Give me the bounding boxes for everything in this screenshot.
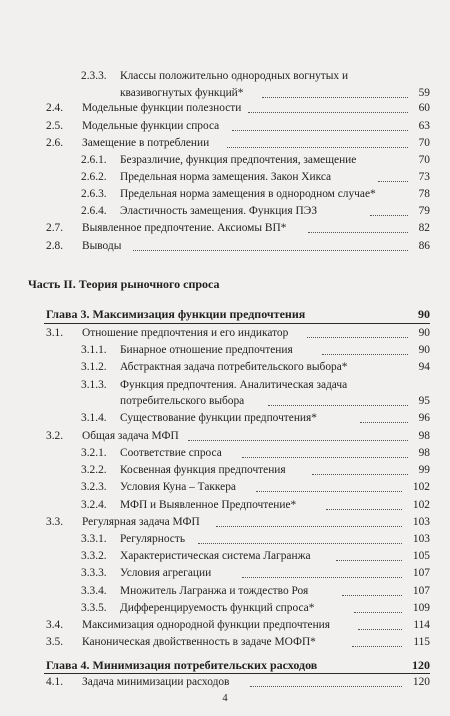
dot-leader: [308, 232, 408, 233]
toc-entry-3-2-3[interactable]: [0, 478, 450, 496]
dot-leader: [326, 509, 402, 510]
entry-number: 3.1.1.: [81, 344, 107, 356]
entry-title: Условия Куна – Таккера: [120, 481, 236, 493]
toc-entry-3-3[interactable]: [0, 513, 450, 531]
entry-number: 3.2.: [46, 430, 64, 442]
chapter-4-heading[interactable]: [0, 656, 450, 674]
dot-leader: [342, 595, 402, 596]
entry-number: 3.2.3.: [81, 481, 107, 493]
page-number: 4: [222, 693, 228, 704]
dot-leader: [358, 629, 402, 630]
dot-leader: [133, 250, 408, 251]
toc-entry-2-8[interactable]: [0, 237, 450, 255]
entry-title: Функция предпочтения. Аналитическая задача: [120, 379, 348, 391]
entry-page: 70: [418, 154, 430, 166]
toc-entry-2-6-3[interactable]: [0, 185, 450, 203]
toc-entry-3-1[interactable]: [0, 324, 450, 342]
dot-leader: [256, 491, 402, 492]
dot-leader: [242, 457, 408, 458]
entry-page: 79: [418, 205, 430, 217]
toc-entry-3-2-1[interactable]: [0, 444, 450, 462]
entry-page: 96: [418, 412, 430, 424]
chapter-title: Глава 3. Максимизация функции предпочтения: [46, 307, 306, 321]
entry-page: 107: [412, 585, 430, 597]
toc-entry-3-5[interactable]: [0, 633, 450, 651]
entry-number: 2.8.: [46, 240, 64, 252]
entry-title: Предельная норма замещения в однородном случае*: [120, 188, 376, 200]
entry-number: 2.7.: [46, 222, 64, 234]
entry-page: 120: [412, 676, 430, 688]
dot-leader: [216, 526, 402, 527]
dot-leader: [360, 422, 408, 423]
entry-page: 82: [418, 222, 430, 234]
entry-number: 3.3.4.: [81, 585, 107, 597]
dot-leader: [227, 147, 408, 148]
entry-title: Регулярность: [120, 533, 186, 545]
entry-number: 3.5.: [46, 636, 64, 648]
entry-number: 3.1.2.: [81, 361, 107, 373]
entry-title: Множитель Лагранжа и тождество Роя: [120, 585, 309, 597]
entry-page: 98: [418, 430, 430, 442]
toc-entry-2-6-2[interactable]: [0, 168, 450, 186]
toc-entry-2-5[interactable]: [0, 117, 450, 135]
dot-leader: [322, 354, 408, 355]
entry-number: 3.2.2.: [81, 464, 107, 476]
dot-leader: [242, 577, 402, 578]
entry-number: 2.5.: [46, 120, 64, 132]
entry-title: Выводы: [82, 240, 122, 252]
entry-title: Регулярная задача МФП: [82, 516, 200, 528]
entry-page: 78: [418, 188, 430, 200]
entry-number: 2.6.: [46, 137, 64, 149]
dot-leader: [250, 686, 402, 687]
dot-leader: [312, 474, 408, 475]
dot-leader: [354, 612, 402, 613]
toc-entry-3-3-2[interactable]: [0, 547, 450, 565]
entry-number: 3.3.: [46, 516, 64, 528]
entry-title: Характеристическая система Лагранжа: [120, 550, 311, 562]
entry-page: 90: [418, 327, 430, 339]
entry-number: 3.2.1.: [81, 447, 107, 459]
entry-title: Безразличие, функция предпочтения, замещение: [120, 154, 357, 166]
entry-title: Существование функции предпочтения*: [120, 412, 317, 424]
dot-leader: [268, 405, 408, 406]
entry-page: 94: [418, 361, 430, 373]
dot-leader: [188, 440, 408, 441]
entry-page: 107: [412, 567, 430, 579]
toc-entry-2-4[interactable]: [0, 99, 450, 117]
entry-page: 103: [412, 533, 430, 545]
entry-title: Максимизация однородной функции предпочтения: [82, 619, 331, 631]
toc-entry-2-6[interactable]: [0, 134, 450, 152]
toc-entry-3-2-4[interactable]: [0, 496, 450, 514]
toc-entry-3-3-1[interactable]: [0, 530, 450, 548]
dot-leader: [248, 112, 408, 113]
entry-title: Эластичность замещения. Функция ПЭЗ: [120, 205, 318, 217]
toc-entry-2-7[interactable]: [0, 219, 450, 237]
toc-entry-3-3-4[interactable]: [0, 582, 450, 600]
dot-leader: [262, 97, 408, 98]
dot-leader: [370, 215, 408, 216]
dot-leader: [336, 560, 402, 561]
entry-number: 3.1.: [46, 327, 64, 339]
entry-title: Дифференцируемость функций спроса*: [120, 602, 315, 614]
dot-leader: [307, 337, 408, 338]
toc-entry-2-6-1[interactable]: [0, 151, 450, 169]
entry-title: Каноническая двойственность в задаче МОФП*: [82, 636, 316, 648]
entry-page: 70: [418, 137, 430, 149]
entry-title: Условия агрегации: [120, 567, 212, 579]
entry-title: Замещение в потреблении: [82, 137, 210, 149]
entry-page: 105: [412, 550, 430, 562]
entry-title: Абстрактная задача потребительского выбора*: [120, 361, 348, 373]
chapter-title: Глава 4. Минимизация потребительских расходов: [46, 658, 318, 672]
toc-entry-3-1-2[interactable]: [0, 358, 450, 376]
entry-number: 2.6.2.: [81, 171, 107, 183]
entry-number: 2.3.3.: [81, 70, 107, 82]
chapter-3-heading[interactable]: [0, 305, 450, 323]
entry-title: Задача минимизации расходов: [82, 676, 230, 688]
toc-entry-2-6-4[interactable]: [0, 202, 450, 220]
entry-number: 3.3.2.: [81, 550, 107, 562]
entry-number: 2.4.: [46, 102, 64, 114]
entry-page: 98: [418, 447, 430, 459]
entry-number: 3.3.1.: [81, 533, 107, 545]
entry-number: 3.1.4.: [81, 412, 107, 424]
entry-number: 3.3.5.: [81, 602, 107, 614]
entry-page: 102: [412, 481, 430, 493]
entry-title: Отношение предпочтения и его индикатор: [82, 327, 289, 339]
entry-number: 3.2.4.: [81, 499, 107, 511]
entry-title: Бинарное отношение предпочтения: [120, 344, 293, 356]
toc-entry-3-4[interactable]: [0, 616, 450, 634]
entry-page: 115: [413, 636, 430, 648]
entry-title: Косвенная функция предпочтения: [120, 464, 286, 476]
entry-page: 95: [418, 395, 430, 407]
entry-title: Предельная норма замещения. Закон Хикса: [120, 171, 332, 183]
dot-leader: [378, 181, 408, 182]
chapter-page: 90: [418, 307, 430, 321]
entry-title: Модельные функции спроса: [82, 120, 220, 132]
entry-title: Модельные функции полезности: [82, 102, 242, 114]
entry-title: квазивогнутых функций*: [120, 87, 244, 99]
entry-page: 103: [412, 516, 430, 528]
toc-entry-3-3-3[interactable]: [0, 564, 450, 582]
entry-page: 114: [413, 619, 430, 631]
entry-page: 60: [418, 102, 430, 114]
entry-page: 59: [418, 87, 430, 99]
entry-page: 86: [418, 240, 430, 252]
dot-leader: [352, 646, 402, 647]
entry-number: 4.1.: [46, 676, 64, 688]
part-heading[interactable]: [0, 275, 450, 293]
toc-entry-3-1-3-cont[interactable]: [0, 392, 450, 410]
entry-page: 73: [418, 171, 430, 183]
toc-entry-3-1-1[interactable]: [0, 341, 450, 359]
entry-title: Классы положительно однородных вогнутых и: [120, 70, 349, 82]
toc-entry-3-3-5[interactable]: [0, 599, 450, 617]
entry-number: 2.6.4.: [81, 205, 107, 217]
entry-page: 99: [418, 464, 430, 476]
entry-page: 109: [412, 602, 430, 614]
part-title: Часть II. Теория рыночного спроса: [28, 277, 220, 291]
entry-page: 63: [418, 120, 430, 132]
entry-page: 90: [418, 344, 430, 356]
entry-page: 102: [412, 499, 430, 511]
dot-leader: [232, 130, 408, 131]
entry-number: 3.4.: [46, 619, 64, 631]
entry-number: 3.3.3.: [81, 567, 107, 579]
toc-entry-4-1[interactable]: [0, 673, 450, 691]
toc-entry-2-3-3[interactable]: [0, 67, 450, 85]
toc-entry-3-1-4[interactable]: [0, 409, 450, 427]
chapter-page: 120: [412, 658, 430, 672]
entry-title: Соответствие спроса: [120, 447, 222, 459]
toc-entry-3-2[interactable]: [0, 427, 450, 445]
entry-title: Выявленное предпочтение. Аксиомы ВП*: [82, 222, 287, 234]
entry-number: 2.6.1.: [81, 154, 107, 166]
dot-leader: [198, 543, 402, 544]
toc-entry-3-2-2[interactable]: [0, 461, 450, 479]
entry-title: потребительского выбора: [120, 395, 245, 407]
entry-number: 3.1.3.: [81, 379, 107, 391]
entry-number: 2.6.3.: [81, 188, 107, 200]
entry-title: Общая задача МФП: [82, 430, 179, 442]
entry-title: МФП и Выявленное Предпочтение*: [120, 499, 297, 511]
